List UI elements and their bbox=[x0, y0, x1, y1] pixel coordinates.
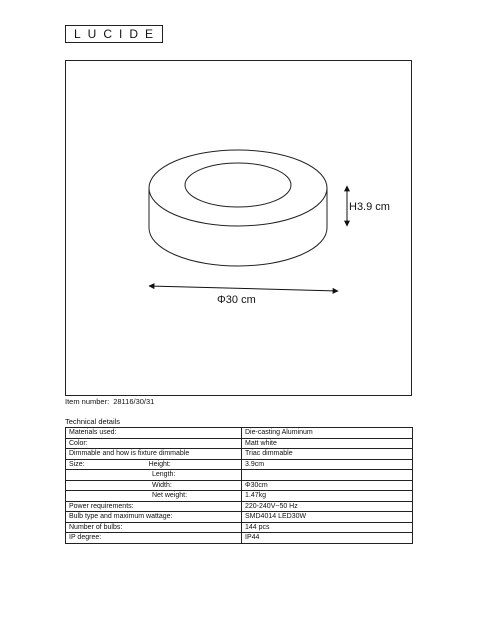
spec-value: Φ30cm bbox=[242, 480, 413, 491]
table-row bbox=[66, 470, 413, 481]
fixture-illustration bbox=[66, 61, 413, 397]
spec-label: Dimmable and how is fixture dimmable bbox=[66, 449, 242, 460]
spec-value: SMD4014 LED30W bbox=[242, 512, 413, 523]
table-row bbox=[66, 512, 413, 523]
table-row bbox=[66, 459, 413, 470]
item-number-label: Item number: bbox=[65, 397, 110, 406]
spec-sub-label: Net weight: bbox=[152, 492, 188, 500]
spec-label: IP degree: bbox=[66, 533, 242, 544]
item-number-value: 28116/30/31 bbox=[113, 397, 155, 406]
table-row bbox=[66, 428, 413, 439]
spec-label: Power requirements: bbox=[66, 501, 242, 512]
table-row bbox=[66, 480, 413, 491]
spec-sub-label: Width: bbox=[152, 481, 172, 489]
spec-label: Materials used: bbox=[66, 428, 242, 439]
spec-value: 3.9cm bbox=[242, 459, 413, 470]
table-row bbox=[66, 501, 413, 512]
fixture-inner-recess bbox=[185, 163, 291, 207]
table-row bbox=[66, 449, 413, 460]
item-number bbox=[65, 397, 154, 406]
spec-label-cell bbox=[66, 459, 242, 470]
spec-value: Triac dimmable bbox=[242, 449, 413, 460]
spec-value: 144 pcs bbox=[242, 522, 413, 533]
spec-value: IP44 bbox=[242, 533, 413, 544]
spec-value: 220-240V~50 Hz bbox=[242, 501, 413, 512]
diameter-dimension-label: Φ30 cm bbox=[217, 294, 256, 306]
technical-details-table bbox=[65, 427, 413, 544]
technical-details-title: Technical details bbox=[65, 417, 121, 426]
spec-sub-label: Height: bbox=[148, 460, 171, 468]
height-dimension-label: H3.9 cm bbox=[349, 201, 390, 213]
spec-label-cell bbox=[66, 491, 242, 502]
fixture-top-rim bbox=[149, 150, 327, 226]
product-drawing bbox=[65, 60, 412, 396]
spec-label: Color: bbox=[66, 438, 242, 449]
spec-value bbox=[242, 470, 413, 481]
spec-label-cell bbox=[66, 470, 242, 481]
spec-value: 1.47kg bbox=[242, 491, 413, 502]
diameter-arrow bbox=[149, 286, 338, 291]
spec-sub-label: Length: bbox=[152, 471, 176, 479]
table-row bbox=[66, 533, 413, 544]
fixture-side bbox=[149, 188, 327, 266]
spec-value: Matt white bbox=[242, 438, 413, 449]
spec-label: Number of bulbs: bbox=[66, 522, 242, 533]
table-row bbox=[66, 491, 413, 502]
table-row bbox=[66, 438, 413, 449]
spec-label: Bulb type and maximum wattage: bbox=[66, 512, 242, 523]
spec-value: Die-casting Aluminum bbox=[242, 428, 413, 439]
spec-label-cell bbox=[66, 480, 242, 491]
brand-logo bbox=[65, 25, 163, 43]
spec-label: Size: bbox=[69, 460, 85, 468]
table-row bbox=[66, 522, 413, 533]
brand-logo-text: LUCIDE bbox=[73, 27, 160, 41]
